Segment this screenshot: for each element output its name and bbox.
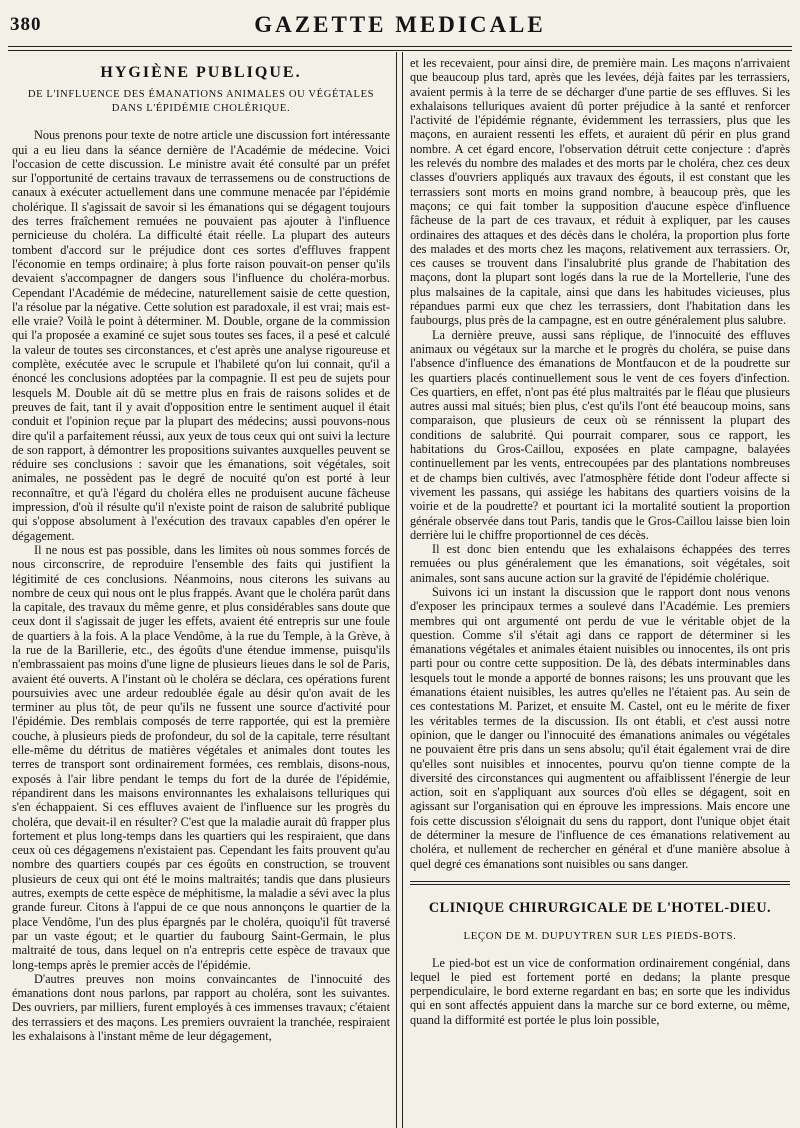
article-paragraph: Suivons ici un instant la discussion que le rapport dont nous venons d'exposer les principaux termes a soulevé dans l'Académie. Les premiers membres qui ont argumenté ont perdu de vue le véritable objet de la question. Comme s'il s'était agi dans ce rapport de déterminer si les émanations végétales et animales étaient nuisibles ou innocentes, ils ont pris parti pour ou contre cette supposition. De là, des débats interminables dans lesquels tout le monde a apporté de bonnes raisons; les uns prouvant que les émanations étaient nuisibles, les autres qu'elles ne l'étaient pas. Au sein de ces contestations M. Parizet, et ensuite M. Castel, ont eu le mérite de fixer les véritables termes de la discussion. Ils ont établi, et c'est aussi notre opinion, que le danger ou l'innocuité des émanations animales ou végétales ne pouvaient être pris dans un sens absolu; qu'il était également vrai de dire qu'elles sont nuisibles et innocentes, pourvu qu'on tienne compte de la diversité des circonstances qui augmentent ou affaiblissent l'énergie de leur action, soit en s'appliquant aux sources d'où elles se dégagent, soit en agissant sur l'organisation qui en éprouve les impressions. Mais encore une fois cette discussion s'éloignait du sens du rapport, dont l'unique objet était de déterminer la mesure de l'influence de ces émanations relativement au choléra, et nullement de rechercher en général et d'une manière absolue à quel degré ces émanations sont nuisibles ou sans danger.: [410, 584, 790, 871]
article-paragraph: Il ne nous est pas possible, dans les limites où nous sommes forcés de nous circonscrire, de reproduire l'ensemble des faits qui justifient la légitimité de ces conclusions. Néanmoins, nous citerons les suivans au nombre de ceux qui nous ont le plus frappés. Avant que le choléra parût dans la capitale, des travaux du même genre, et plus considérables sans doute que ceux dont il s'agissait de juger les effets, avaient été entrepris sur une foule de quartiers à la fois. A la place Vendôme, à la rue du Temple, à la Grève, à la rue de la Barillerie, etc., des égoûts d'une étendue immense, puisqu'ils n'embrassaient pas moins d'une ligne de plusieurs lieues dans le sol de Paris, avaient été ouverts. A l'instant où le choléra se déclara, ces opérations furent poursuivies avec une ardeur redoublée égale au désir qu'on avait de les terminer au plus tôt, de peur qu'ils ne fussent une source d'activité pour l'épidémie. Des remblais composés de terre rapportée, qui est la première couche, à plusieurs pieds de profondeur, du sol de la capitale, terre résultant elle-même du détritus de matières végétales et animales dont toutes les terres de transport sont ordinairement formées, ces remblais, disons-nous, exposés à l'air libre pendant le temps du fort de la durée de l'épidémie, répandirent dans les maisons environnantes les exhalaisons telluriques qui s'en échappaient. Si ces effluves avaient de l'influence sur les progrès du choléra, que devait-il en résulter? C'est que la maladie aurait dû frapper plus fortement et plus long-temps dans les quartiers qui les respiraient, que dans ceux où ces dégagemens n'existaient pas. Cependant les faits prouvent qu'au nombre des quartiers coupés par ces égoûts en construction, se trouvent plusieurs de ceux qui ont été le moins maltraités; tandis que dans plusieurs autres, exempts de cette espèce de méphitisme, la maladie a sévi avec la plus grande fureur. Citons à l'appui de ce que nous annonçons le quartier de la place Vendôme, l'un des plus épargnés par le choléra, quoiqu'il fût traversé par un vaste égout; et le quartier du faubourg Saint-Germain, le plus maltraité de tous, dans lequel on n'a entrepris cette espèce de travaux que long-temps après le premier accès de l'épidémie.: [12, 542, 390, 972]
section-separator: [410, 881, 790, 882]
page-header: [10, 12, 790, 42]
header-rule: [8, 46, 792, 47]
section-title: HYGIÈNE PUBLIQUE.: [100, 64, 302, 81]
section-separator-thin: [410, 884, 790, 885]
lecture-title: LEÇON DE M. DUPUYTREN SUR LES PIEDS-BOTS.: [463, 930, 737, 943]
page-number: 380: [10, 14, 42, 35]
clinic-paragraph: Le pied-bot est un vice de conformation ordinairement congénial, dans lequel le pied est fortement porté en dedans; la plante presque perpendiculaire, le bord externe regardant en bas; en sorte que les individus qui en sont affectés appuient dans la marche sur ce bord externe, ou même, quand la difformité est portée le plus loin possible,: [410, 955, 790, 1027]
header-rule-thin: [8, 50, 792, 51]
article-paragraph: Il est donc bien entendu que les exhalaisons échappées des terres remuées ou plus généralement que les émanations, soit végétales, soit animales, sont sans aucune action sur la gravité de l'épidémie cholérique.: [410, 542, 790, 585]
clinic-title: CLINIQUE CHIRURGICALE DE L'HOTEL-DIEU.: [428, 899, 772, 916]
article-paragraph: Nous prenons pour texte de notre article une discussion fort intéressante qui a eu lieu dans la séance dernière de l'Académie de médecine. Voici l'occasion de cette discussion. Le ministre avait été consulté par un préfet sur l'opportunité de certains travaux de terrassemens ou de constructions de canaux à exécuter actuellement dans une commune menacée par l'épidémie cholérique. Il s'agissait de savoir si les émanations qui se dégagent toujours des terres fraîchement remuées ne pouvaient pas ajouter à l'influence pernicieuse du choléra. La difficulté était réelle. La plupart des auteurs tombent d'accord sur le préjudice dont ces sortes d'effluves frappent l'économie en temps ordinaire; à plus forte raison pouvait-on penser qu'ils devaient s'accompagner de dangers sous l'influence du choléra-morbus. Cependant l'Académie de médecine, naturellement saisie de cette question, l'a résolue par la négative. Cette solution est paradoxale, il est vrai; mais est-elle vraie? Voilà le point à déterminer. M. Double, organe de la commission qui l'a proposée a examiné ce sujet sous toutes ses faces, il a pesé et calculé la valeur de toutes ses circonstances, et c'est après une analyse rigoureuse et complète, exécutée avec le scrupule et l'habileté qu'on lui connait, qu'il a énoncé les conclusions adoptées par la compagnie. Il est peu de sujets pour lesquels M. Double ait dû se mettre plus en frais de raisons solides et de preuves de fait, tant il y avait d'opposition entre le sentiment auquel il était conduit et l'opinion reçue par la plupart des médecins; aussi pouvons-nous dire qu'il a parfaitement réussi, aux yeux de tous ceux qui ont suivi la lecture de son rapport, à démontrer les propositions suivantes auxquelles peuvent se réduire ses conclusions : savoir que les émanations, soit végétales, soit animales, ne possèdent pas le degré de nocuité qu'on est porté à leur reconnaître, et qu'à l'égard du choléra elles ne produisent aucune fâcheuse impression, d'où il résulte qu'il n'existe point de raison de salubrité publique qui s'oppose absolument à l'exécution des travaux capables d'en opérer le dégagement.: [12, 128, 390, 543]
article-title: DE L'INFLUENCE DES ÉMANATIONS ANIMALES OU VÉGÉTALES DANS L'ÉPIDÉMIE CHOLÉRIQUE.: [27, 89, 375, 115]
article-paragraph: La dernière preuve, aussi sans réplique, de l'innocuité des effluves animaux ou végétaux sur la marche et le progrès du choléra, se puise dans l'absence d'influence des émanations de Montfaucon et de la poudrette sur les quartiers placés continuellement sous le vent de ces foyers d'infection. Ces quartiers, en effet, n'ont pas été plus maltraités par le fléau que plusieurs autres aussi mal situés; bien plus, c'est qu'ils l'ont été beaucoup moins, sans comparaison, que plusieurs de ceux où se rénnissent la plupart des conditions de salubrité. Qui pourrait comparer, sous ce rapport, les habitations du Gros-Caillou, exposées en plate campagne, balayées continuellement par les vents, entrecoupées par des plantations nombreuses et de champs bien cultivés, avec l'atmosphère fétide dont l'odeur affecte si vivement les passans, qui assiége les habitans des quartiers voisins de la voirie et de la poudrette? et pourtant ici la mortalité soutient la proportion générale observée dans tout Paris, tandis que le Gros-Caillou laisse bien loin derrière lui le chiffre proportionnel de ces décès.: [410, 327, 790, 542]
article-paragraph: D'autres preuves non moins convaincantes de l'innocuité des émanations dont nous parlons, par rapport au choléra, sont les suivantes. Des ouvriers, par milliers, furent employés à ces immenses travaux; c'étaient des terrassiers et des maçons. Les premiers ouvraient la tranchée, respiraient les exhalaisons à l'instant même de leur dégagement,: [12, 971, 390, 1043]
left-column: [12, 56, 390, 1128]
right-column: [410, 56, 790, 1128]
article-paragraph: et les recevaient, pour ainsi dire, de première main. Les maçons n'arrivaient que beaucoup plus tard, après que les levées, déjà faites par les terrassiers, avaient permis à la terre de se décharger d'une partie de ses effluves. Si les exhalaisons telluriques avaient dû porter préjudice à la santé et renforcer l'activité de l'épidémie régnante, évidemment les terrassiers, plus que les maçons, en auraient ressenti les effets, et auraient dû périr en plus grand nombre. A cet égard encore, l'observation détruit cette conjecture : d'après les relevés du nombre des malades et des morts par le choléra, chez ces deux classes d'ouvriers appliqués aux travaux des égouts, il est constant que les terrassiers sont morts en moins grand nombre, à beaucoup près, que les maçons; ce qui fait tomber la supposition d'aucune espèce d'influence fâcheuse de la part de ces travaux, et réduit à expliquer, par les causes ordinaires des attaques et des décès dans le choléra, la proportion plus forte des malades et des morts chez les maçons, relativement aux terrassiers. Or, ces causes se trouvent dans l'insalubrité plus grande de l'habitation des maçons, dont la plupart sont logés dans la rue de la Mortellerie, l'une des plus malsaines de la capitale, ainsi que dans les habitudes vicieuses, plus répandues parmi eux que chez les terrassiers, dont l'habitation dans les faubourgs, plus près de la campagne, est en outre généralement plus salubre.: [410, 56, 790, 328]
journal-title: GAZETTE MEDICALE: [254, 12, 546, 37]
column-divider: [396, 52, 403, 1128]
